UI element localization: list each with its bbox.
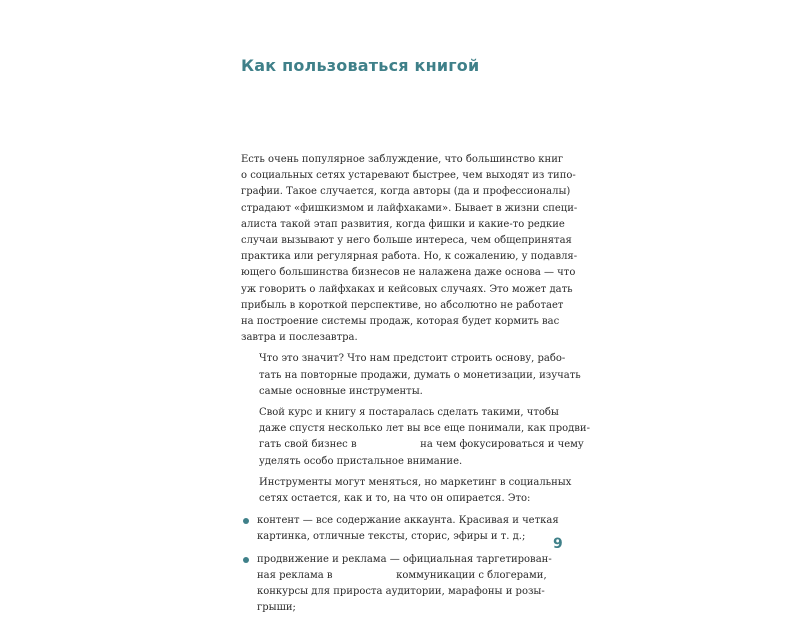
page-number: 9 [553, 536, 563, 552]
bullet-dot-icon [243, 557, 249, 563]
text-line: ная реклама в коммуникации с блогерами, [257, 569, 547, 581]
chapter-heading: Как пользоваться книгой [241, 56, 480, 75]
text-line: контент — все содержание аккаунта. Красивая и четкая [257, 515, 559, 527]
text-line: грыши; [257, 602, 296, 614]
text-line: картинка, отличные тексты, сторис, эфиры и т. д.; [257, 531, 526, 543]
text-line: самые основные инструменты. [259, 385, 423, 397]
paragraph-3 [241, 405, 590, 470]
text-line: алиста такой этап развития, когда фишки и какие-то редкие [241, 218, 565, 230]
text-line: конкурсы для прироста аудитории, марафоны и розы- [257, 586, 545, 598]
text-line: уж говорить о лайфхаках и кейсовых случаях. Это может дать [241, 283, 573, 295]
text-line: сетях остается, как и то, на что он опирается. Это: [259, 493, 531, 505]
text-line: графии. Такое случается, когда авторы (да и профессионалы) [241, 186, 571, 198]
text-line: тать на повторные продажи, думать о монетизации, изучать [259, 369, 581, 381]
bullet-dot-icon [243, 518, 249, 524]
text-line: завтра и послезавтра. [241, 332, 358, 344]
text-line: практика или регулярная работа. Но, к сожалению, у подавля- [241, 251, 578, 263]
text-line: страдают «фишкизмом и лайфхаками». Бывает в жизни специ- [241, 202, 578, 214]
text-line: продвижение и реклама — официальная таргетирован- [257, 553, 552, 565]
text-line: Есть очень популярное заблуждение, что большинство книг [241, 154, 564, 165]
text-line: Свой курс и книгу я постаралась сделать такими, чтобы [259, 407, 559, 419]
text-line: Что это значит? Что нам предстоит строить основу, рабо- [259, 353, 566, 365]
text-line: ющего большинства бизнесов не налажена даже основа — что [241, 267, 576, 279]
text-line: случаи вызывают у него больше интереса, чем общепринятая [241, 235, 572, 247]
bullet-list [241, 513, 559, 616]
paragraph-2 [241, 351, 581, 400]
text-line: на построение системы продаж, которая будет кормить вас [241, 316, 560, 328]
text-line: гать свой бизнес в на чем фокусироваться и чему [259, 439, 584, 451]
body-text [241, 152, 590, 622]
text-line: о социальных сетях устаревают быстрее, чем выходят из типо- [241, 170, 576, 182]
bullet-item-content [241, 513, 559, 545]
text-line: прибыль в короткой перспективе, но абсолютно не работает [241, 299, 564, 311]
paragraph-1 [241, 152, 578, 346]
bullet-item-promotion [241, 552, 552, 617]
text-line: Инструменты могут меняться, но маркетинг в социальных [259, 476, 572, 488]
text-line: уделять особо пристальное внимание. [259, 455, 463, 467]
text-line: даже спустя несколько лет вы все еще понимали, как продви- [259, 423, 590, 435]
paragraph-4 [241, 475, 572, 507]
